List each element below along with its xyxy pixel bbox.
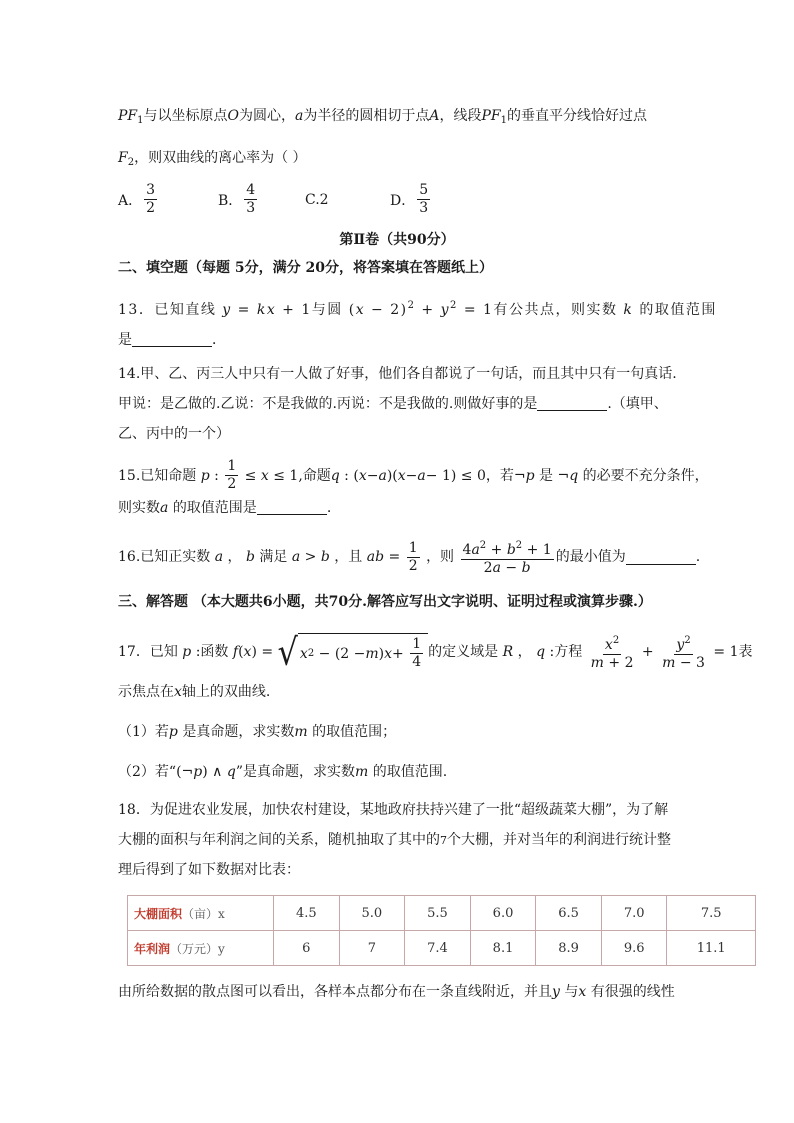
q18-line2: 大棚的面积与年利润之间的关系，随机抽取了其中的7个大棚，并对当年的利润进行统计整 [118,832,671,848]
section-2-title: 第Ⅱ卷（共90分） [339,232,455,248]
q14-line2: 甲说：是乙做的.乙说：不是我做的.丙说：不是我做的.则做好事的是 .（填甲、 [118,396,668,412]
table-cell: 7 [339,931,405,966]
q12-option-a: A． $\frac{3}{2}$ [118,182,156,216]
table-cell: 7.0 [601,896,667,931]
q12-line2: $F_2$，则双曲线的离心率为（ ） [118,150,307,168]
table-cell: 6 [274,931,340,966]
table-cell: 6.0 [470,896,536,931]
q12-line1: $PF_1$与以坐标原点O为圆心，a为半径的圆相切于点A，线段$PF_1$的垂直平分线恰好过点 [118,108,647,126]
q17-part1: （1）若p 是真命题，求实数m 的取值范围； [118,724,397,740]
q12-option-d: D． $\frac{5}{3}$ [390,182,429,216]
q17-line2: 示焦点在x轴上的双曲线. [118,684,271,700]
q16-answer-blank [626,550,696,565]
data-table [127,895,756,966]
q14-answer-blank [537,396,607,411]
row-header-area: 大棚面积（亩）x [128,896,274,931]
q18-line3: 理后得到了如下数据对比表： [118,862,300,878]
table-cell: 7.4 [405,931,471,966]
q17-line1: 17．已知 p : 函数 f ( x ) = √ x 2 − (2 − m ) x + $\frac{1}{4}$ 的定义域是 R ， q : 方程 $\frac{x^2}{m + 2}$ + $\frac{y^2}{m - 3}$ = 1 表 [118,630,753,674]
q12-option-b: B． $\frac{4}{3}$ [218,182,256,216]
q15-line1: 15.已知命题 p : $\frac{1}{2}$ ≤ x ≤ 1 ,命题 q : ( x − a )( x − a − 1) ≤ 0 ，若 ¬ p 是 ¬ q 的必要不充分条件， [118,458,709,492]
table-cell: 7.5 [667,896,756,931]
q12-option-c: C.2 [305,192,329,208]
fill-in-heading: 二、填空题（每题 5分，满分 20分，将答案填在答题纸上） [118,260,493,276]
table-row [128,931,756,966]
q17-part2: （2）若“(¬p) ∧ q”是真命题，求实数m 的取值范围. [118,764,448,780]
table-cell: 5.0 [339,896,405,931]
table-cell: 11.1 [667,931,756,966]
row-header-profit: 年利润（万元）y [128,931,274,966]
q16-line1: 16.已知正实数 a ， b 满足 a > b ，且 ab = $\frac{1}{2}$ ，则 $\frac{4a^2 + b^2 + 1}{2a - b}$ 的最小值为 . [118,537,700,577]
q13-answer-blank [132,332,212,347]
q15-line2: 则实数a 的取值范围是 . [118,500,332,516]
q14-line1: 14.甲、乙、丙三人中只有一人做了好事，他们各自都说了一句话，而且其中只有一句真话. [118,366,677,382]
solve-heading: 三、解答题 （本大题共6小题，共70分.解答应写出文字说明、证明过程或演算步骤.） [118,594,652,610]
q18-after-table: 由所给数据的散点图可以看出，各样本点都分布在一条直线附近，并且y 与x 有很强的线性 [118,984,675,1000]
table-cell: 8.1 [470,931,536,966]
table-cell: 8.9 [536,931,602,966]
table-cell: 4.5 [274,896,340,931]
q14-line3: 乙、丙中的一个） [118,426,230,442]
table-row [128,896,756,931]
q18-line1: 18．为促进农业发展，加快农村建设，某地政府扶持兴建了一批“超级蔬菜大棚”，为了解 [118,802,669,818]
table-cell: 5.5 [405,896,471,931]
q13-line2: 是 ． [118,332,226,348]
table-cell: 6.5 [536,896,602,931]
table-cell: 9.6 [601,931,667,966]
q15-answer-blank [257,500,327,515]
q13-line1: 13．已知直线 y = kx + 1与圆 $(x - 2)^2 + y^2 = 1$有公共点，则实数 k 的取值范围 [118,300,717,318]
